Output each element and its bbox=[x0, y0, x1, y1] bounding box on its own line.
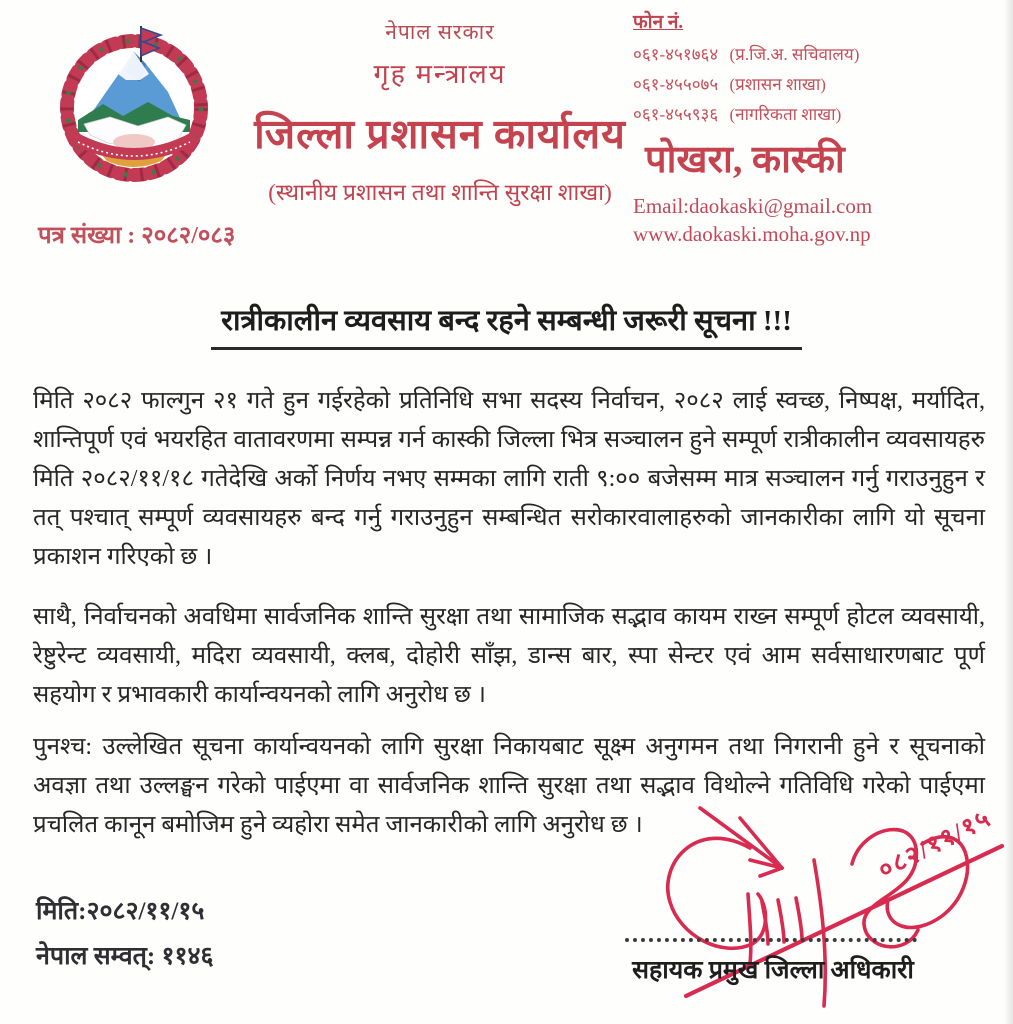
paragraph-1: मिति २०८२ फाल्गुन २१ गते हुन गईरहेको प्रतिनिधि सभा सदस्य निर्वाचन, २०८२ लाई स्वच्छ, निष्पक्ष, मर्यादित, शान्तिपूर्ण एवं भयरहित वातावरणमा सम्पन्न गर्न कास्की जिल्ला भित्र सञ्चालन हुने सम्पूर्ण रात्रीकालीन व्यवसायहरु मिति २०८२/११/१८ गतेदेखि अर्को निर्णय नभए सम्मका लागि राती ९:०० बजेसम्म मात्र सञ्चालन गर्नु गराउनुहुन र तत् पश्चात् सम्पूर्ण व्यवसायहरु बन्द गर्नु गराउनुहुन सम्बन्धित सरोकारवालाहरुको जानकारीका लागि यो सूचना प्रकाशन गरिएको छ । bbox=[33, 388, 985, 570]
phone-number: ०६१-४५१७६४ bbox=[633, 45, 719, 64]
letter-ref-number: पत्र संख्या : २०८२/०८३ bbox=[38, 223, 236, 249]
signatory-title: सहायक प्रमुख जिल्ला अधिकारी bbox=[632, 957, 914, 984]
office-name: जिल्ला प्रशासन कार्यालय bbox=[254, 111, 626, 157]
ministry-name: गृह मन्त्रालय bbox=[373, 59, 507, 89]
signature-date: ०८२/११/१५ bbox=[874, 804, 997, 885]
office-city: पोखरा, कास्की bbox=[645, 139, 845, 181]
phone-line bbox=[633, 102, 1003, 125]
letterhead-center bbox=[240, 18, 640, 207]
phone-dept: (प्रशासन शाखा) bbox=[729, 75, 826, 94]
signature-dotted-line bbox=[625, 938, 917, 942]
letter-date: मिति:२०८२/११/१५ bbox=[36, 898, 205, 925]
notice-title-wrap bbox=[0, 300, 1013, 350]
government-name: नेपाल सरकार bbox=[385, 20, 495, 44]
phone-number: ०६१-४५५९३६ bbox=[633, 105, 719, 124]
office-website: www.daokaski.moha.gov.np bbox=[633, 222, 871, 246]
nepal-government-emblem bbox=[48, 20, 220, 198]
notice-title: रात्रीकालीन व्यवसाय बन्द रहने सम्बन्धी जरूरी सूचना !!! bbox=[211, 300, 802, 350]
paragraph-2: साथै, निर्वाचनको अवधिमा सार्वजनिक शान्ति सुरक्षा तथा सामाजिक सद्भाव कायम राख्न सम्पूर्ण होटल व्यवसायी, रेष्टुरेन्ट व्यवसायी, मदिरा व्यवसायी, क्लब, दोहोरी साँझ, डान्स बार, स्पा सेन्टर एवं आम सर्वसाधारणबाट पूर्ण सहयोग र प्रभावकारी कार्यान्वयनको लागि अनुरोध छ । bbox=[33, 604, 985, 708]
phone-label: फोन नं. bbox=[633, 12, 684, 33]
letterhead-contact bbox=[633, 8, 1003, 250]
phone-dept: (नागरिकता शाखा) bbox=[729, 105, 842, 124]
phone-line bbox=[633, 72, 1003, 95]
scan-edge-shadow bbox=[1004, 0, 1013, 1024]
nepal-samvat-date: नेपाल सम्वत्: ११४६ bbox=[36, 943, 214, 970]
phone-line bbox=[633, 42, 1003, 65]
phone-dept: (प्र.जि.अ. सचिवालय) bbox=[729, 45, 860, 64]
office-email: Email:daokaski@gmail.com bbox=[633, 194, 873, 218]
branch-name: (स्थानीय प्रशासन तथा शान्ति सुरक्षा शाखा) bbox=[268, 180, 612, 205]
paragraph-3: पुनश्च: उल्लेखित सूचना कार्यान्वयनको लागि सुरक्षा निकायबाट सूक्ष्म अनुगमन तथा निगरानी हुने र सूचनाको अवज्ञा तथा उल्लङ्घन गरेको पाईएमा वा सार्वजनिक शान्ति सुरक्षा तथा सद्भाव विथोल्ने गतिविधि गरेको पाईएमा प्रचलित कानून बमोजिम हुने व्यहोरा समेत जानकारीको लागि अनुरोध छ । bbox=[33, 734, 985, 838]
phone-number: ०६१-४५५०७५ bbox=[633, 75, 719, 94]
